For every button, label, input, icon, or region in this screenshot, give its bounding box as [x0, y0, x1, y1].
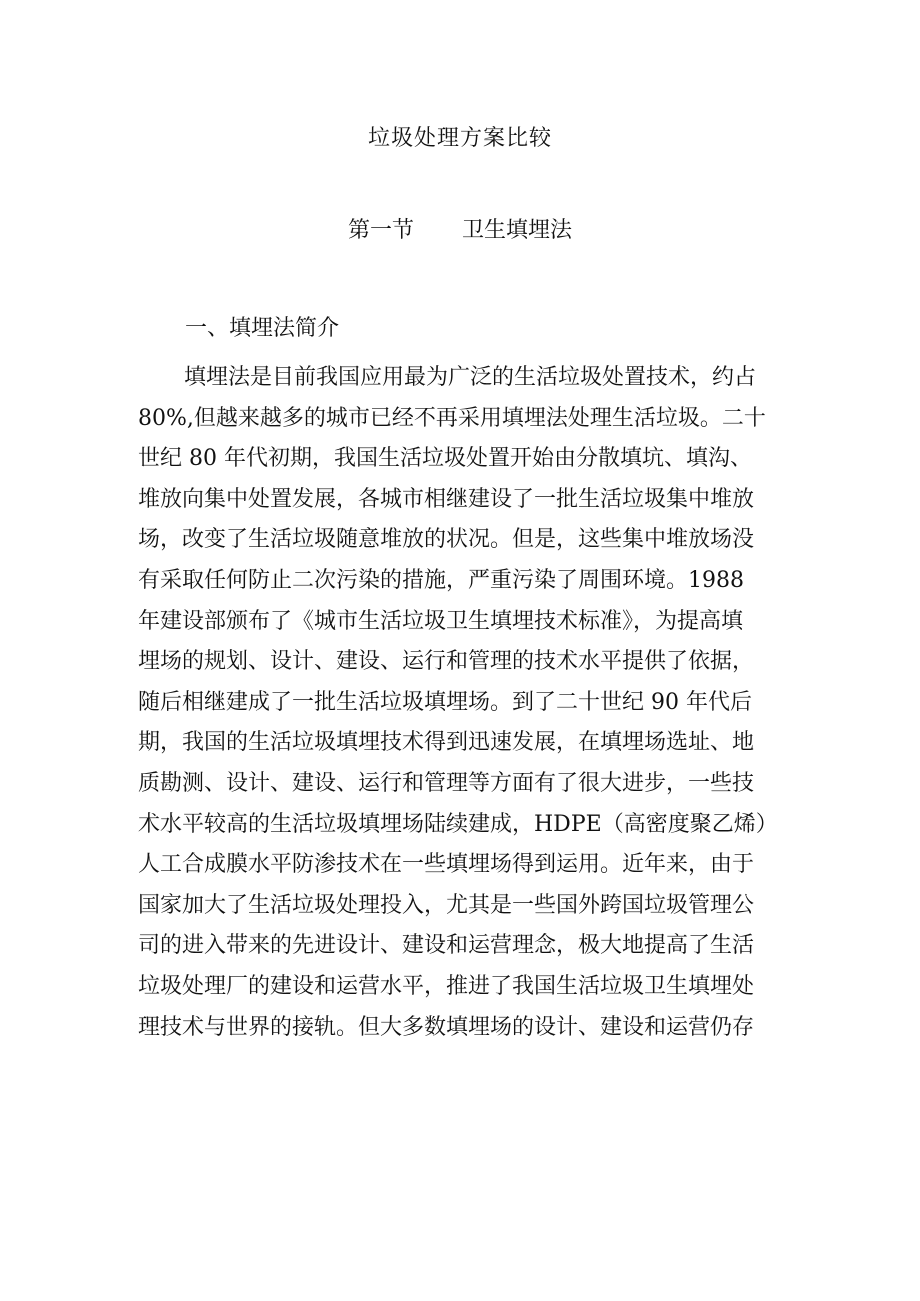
section-number: 第一节 — [347, 218, 414, 243]
section-title — [0, 214, 920, 248]
paragraph-line: 期，我国的生活垃圾填埋技术得到迅速发展，在填埋场选址、地 — [138, 730, 755, 756]
paragraph-line: 年建设部颁布了《城市生活垃圾卫生填埋技术标准》，为提高填 — [138, 608, 744, 634]
paragraph-line: 随后相继建成了一批生活垃圾填埋场。到了二十世纪 90 年代后 — [138, 689, 752, 715]
paragraph-line: 世纪 80 年代初期，我国生活垃圾处置开始由分散填坑、填沟、 — [138, 446, 752, 472]
paragraph-line: 有采取任何防止二次污染的措施，严重污染了周围环境。1988 — [138, 567, 744, 593]
body-paragraph — [138, 358, 798, 1048]
paragraph-line: 埋场的规划、设计、建设、运行和管理的技术水平提供了依据， — [138, 649, 755, 675]
paragraph-line: 质勘测、设计、建设、运行和管理等方面有了很大进步，一些技 — [138, 770, 755, 796]
paragraph-line: 国家加大了生活垃圾处理投入，尤其是一些国外跨国垃圾管理公 — [138, 892, 755, 918]
paragraph-line: 80%,但越来越多的城市已经不再采用填埋法处理生活垃圾。二十 — [138, 405, 766, 431]
section-name: 卫生填埋法 — [462, 218, 573, 243]
paragraph-line: 填埋法是目前我国应用最为广泛的生活垃圾处置技术，约占 — [184, 365, 757, 390]
subheading: 一、填埋法简介 — [185, 316, 340, 341]
paragraph-line: 场，改变了生活垃圾随意堆放的状况。但是，这些集中堆放场没 — [138, 527, 755, 553]
paragraph-line: 堆放向集中处置发展，各城市相继建设了一批生活垃圾集中堆放 — [138, 486, 755, 512]
paragraph-line: 理技术与世界的接轨。但大多数填埋场的设计、建设和运营仍存 — [138, 1014, 755, 1040]
document-title: 垃圾处理方案比较 — [367, 126, 552, 151]
paragraph-line: 术水平较高的生活垃圾填埋场陆续建成，HDPE（高密度聚乙烯） — [138, 811, 778, 837]
paragraph-line: 垃圾处理厂的建设和运营水平，推进了我国生活垃圾卫生填埋处 — [138, 973, 755, 999]
paragraph-line: 司的进入带来的先进设计、建设和运营理念，极大地提高了生活 — [138, 933, 755, 959]
paragraph-line: 人工合成膜水平防渗技术在一些填埋场得到运用。近年来，由于 — [138, 852, 755, 878]
